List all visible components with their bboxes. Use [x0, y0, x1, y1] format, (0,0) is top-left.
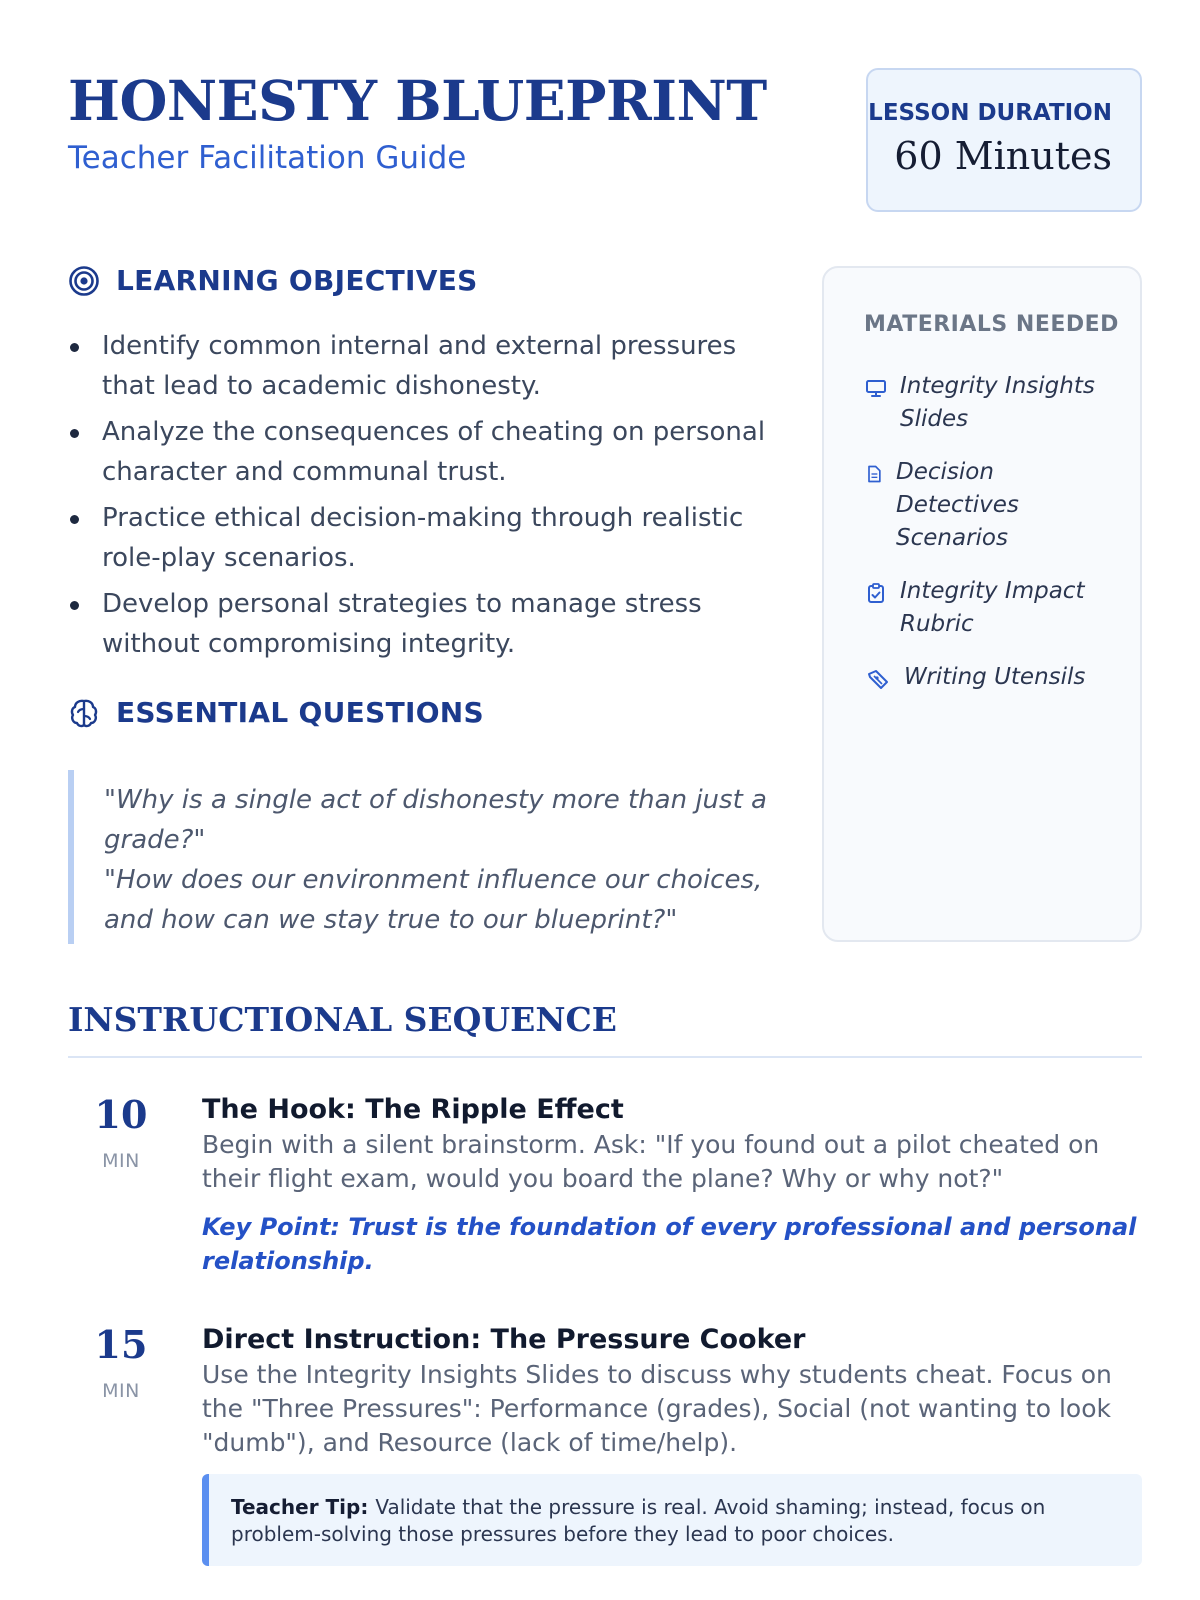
objective-item: Practice ethical decision-making through realistic role-play scenarios.	[68, 498, 788, 578]
step-title: Direct Instruction: The Pressure Cooker	[202, 1324, 806, 1355]
presentation-icon	[864, 376, 888, 400]
material-item	[864, 575, 1124, 641]
objective-item: Develop personal strategies to manage stress without compromising integrity.	[68, 584, 788, 664]
lesson-duration-label: LESSON DURATION	[868, 100, 1112, 126]
teacher-tip-callout	[202, 1474, 1142, 1566]
document-icon	[864, 462, 884, 486]
material-label: Integrity Impact Rubric	[900, 578, 1085, 637]
lesson-duration-value: 60 Minutes	[894, 134, 1112, 178]
step-body	[202, 1092, 1142, 1278]
teacher-tip-label: Teacher Tip:	[231, 1495, 376, 1519]
step-minutes-unit: MIN	[102, 1380, 140, 1402]
objectives-list	[68, 326, 788, 670]
lesson-duration-box	[866, 68, 1142, 212]
materials-panel	[822, 266, 1142, 942]
material-item	[864, 661, 1124, 694]
step-minutes-unit: MIN	[102, 1150, 140, 1172]
objective-item: Analyze the consequences of cheating on personal character and communal trust.	[68, 412, 788, 492]
objective-item: Identify common internal and external pressures that lead to academic dishonesty.	[68, 326, 788, 406]
step-title: The Hook: The Ripple Effect	[202, 1094, 624, 1125]
teacher-tip-text: Validate that the pressure is real. Avoid shaming; instead, focus on problem-solving those pressures before they lead to poor choices.	[231, 1495, 1046, 1546]
essential-questions-title: ESSENTIAL QUESTIONS	[116, 696, 484, 729]
materials-list	[864, 370, 1124, 714]
material-label: Integrity Insights Slides	[900, 373, 1095, 432]
material-item	[864, 456, 1124, 555]
essential-question: "How does our environment influence our choices, and how can we stay true to our blueprint?"	[104, 865, 763, 935]
page-title: HONESTY BLUEPRINT	[68, 68, 767, 133]
materials-title: MATERIALS NEEDED	[864, 312, 1119, 337]
step-body	[202, 1322, 1142, 1566]
essential-question: "Why is a single act of dishonesty more than just a grade?"	[104, 785, 767, 855]
essential-questions-quote	[68, 770, 784, 944]
clipboard-check-icon	[864, 581, 888, 605]
material-label: Writing Utensils	[904, 664, 1086, 690]
brain-icon	[68, 697, 100, 729]
step-minutes: 15	[94, 1322, 148, 1367]
instructional-sequence-title: INSTRUCTIONAL SEQUENCE	[68, 1000, 617, 1039]
step-description: Use the Integrity Insights Slides to discuss why students cheat. Focus on the "Three Pressures": Performance (grades), Social (not wanting to look "dumb"), and Resource (lack of time/help).	[202, 1360, 1112, 1457]
step-minutes: 10	[94, 1092, 148, 1137]
page-subtitle: Teacher Facilitation Guide	[68, 140, 467, 176]
material-item	[864, 370, 1124, 436]
essential-questions-heading	[68, 696, 484, 729]
section-divider	[68, 1056, 1142, 1058]
step-description: Begin with a silent brainstorm. Ask: "If you found out a pilot cheated on their flight exam, would you board the plane? Why or why not?"	[202, 1130, 1100, 1193]
step-key-point: Key Point: Trust is the foundation of every professional and personal relationship.	[202, 1213, 1137, 1275]
learning-objectives-title: LEARNING OBJECTIVES	[116, 264, 478, 297]
learning-objectives-heading	[68, 264, 478, 297]
material-label: Decision Detectives Scenarios	[896, 459, 1019, 551]
target-icon	[68, 265, 100, 297]
pen-icon	[864, 667, 892, 691]
